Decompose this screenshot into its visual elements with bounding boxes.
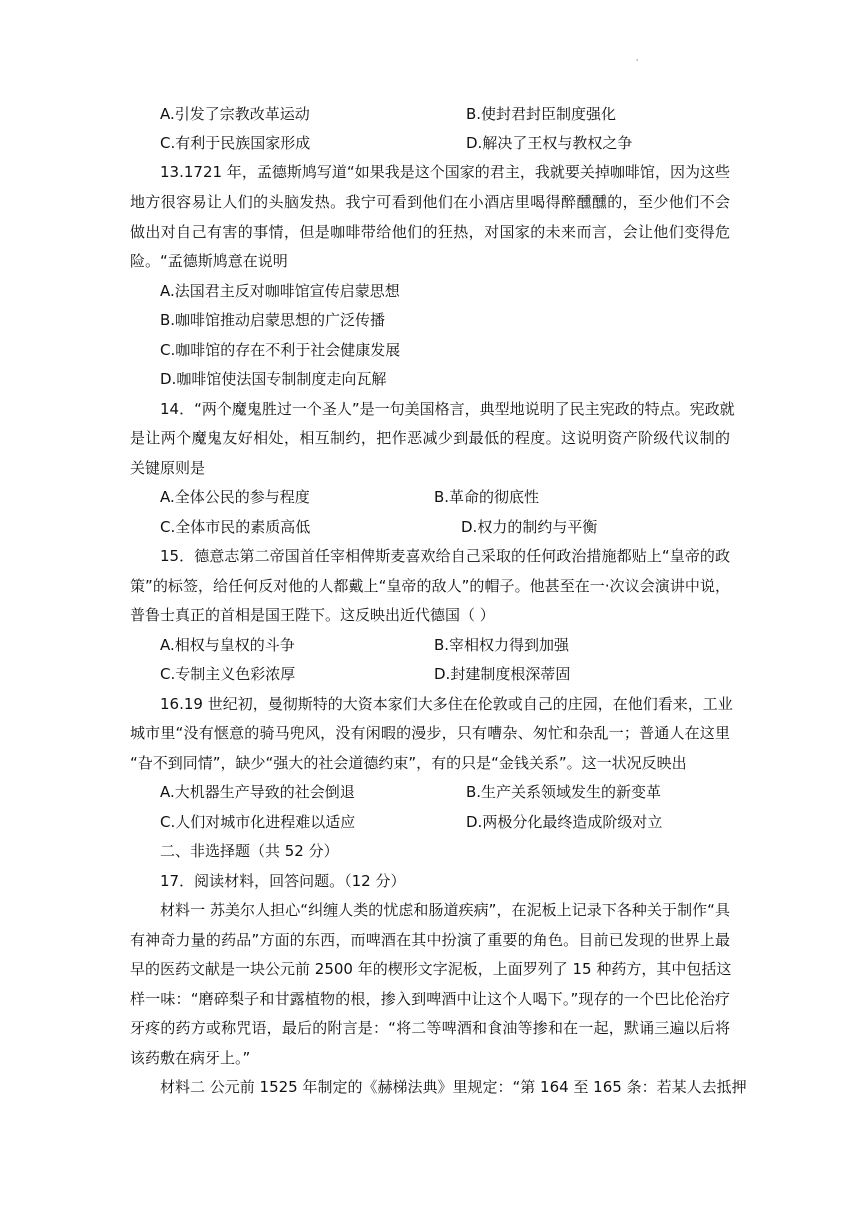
q17-material1-line-5: 牙疼的药方或称咒语，最后的附言是：“将二等啤酒和食油等掺和在一起，默诵三遍以后将 bbox=[130, 1019, 730, 1037]
q16-stem-line-2: 城市里“没有惬意的骑马兜风，没有闲暇的漫步，只有嘈杂、匆忙和杂乱一；普通人在这里 bbox=[130, 724, 730, 742]
q14-option-c: C.全体市民的素质高低 bbox=[160, 518, 311, 536]
q16-stem-line-3: “旮不到同情”，缺少“强大的社会道德约束”，有的只是“金钱关系”。这一状况反映出 bbox=[130, 754, 687, 772]
q12-option-b: B.使封君封臣制度强化 bbox=[466, 105, 617, 123]
q13-option-d: D.咖啡馆使法国专制制度走向瓦解 bbox=[160, 370, 387, 388]
q12-option-a: A.引发了宗教改革运动 bbox=[160, 105, 310, 123]
q13-option-c: C.咖啡馆的存在不利于社会健康发展 bbox=[160, 341, 401, 359]
q13-stem-line-4: 险。“孟德斯鸠意在说明 bbox=[130, 252, 288, 270]
q17-material1-line-2: 有神奇力量的药品”方面的东西，而啤酒在其中扮演了重要的角色。目前已发现的世界上最 bbox=[130, 931, 730, 949]
q15-stem-line-3: 普鲁士真正的首相是国王陛下。这反映出近代德国（ ） bbox=[130, 606, 495, 624]
q14-stem-line-3: 关键原则是 bbox=[130, 459, 206, 477]
q14-option-d: D.权力的制约与平衡 bbox=[461, 518, 598, 536]
q13-option-b: B.咖啡馆推动启蒙思想的广泛传播 bbox=[160, 311, 386, 329]
q16-option-c: C.人们对城市化进程难以适应 bbox=[160, 813, 356, 831]
q13-stem-line-3: 做出对自己有害的事情，但是咖啡带给他们的狂热，对国家的未来而言，会让他们变得危 bbox=[130, 223, 730, 241]
q17-title: 17．阅读材料，回答问题。（12 分） bbox=[160, 872, 406, 890]
q16-option-b: B.生产关系领域发生的新变革 bbox=[466, 783, 662, 801]
q17-material1-line-1: 材料一 苏美尔人担心“纠缠人类的忧虑和肠道疾病”，在泥板上记录下各种关于制作“具 bbox=[160, 901, 730, 919]
q14-option-a: A.全体公民的参与程度 bbox=[160, 488, 310, 506]
q16-option-d: D.两极分化最终造成阶级对立 bbox=[466, 813, 663, 831]
header-mark: ' bbox=[636, 58, 639, 67]
q13-option-a: A.法国君主反对咖啡馆宣传启蒙思想 bbox=[160, 282, 400, 300]
q12-option-d: D.解决了王权与教权之争 bbox=[466, 134, 633, 152]
section-heading: 二、非选择题（共 52 分） bbox=[160, 842, 339, 860]
q12-option-c: C.有利于民族国家形成 bbox=[160, 134, 311, 152]
q13-stem-line-1: 13.1721 年，孟德斯鸠写道“如果我是这个国家的君主，我就要关掉咖啡馆，因为这些 bbox=[160, 163, 730, 181]
q15-option-b: B.宰相权力得到加强 bbox=[434, 636, 570, 654]
q13-stem-line-2: 地方很容易让人们的头脑发热。我宁可看到他们在小酒店里喝得醉醺醺的，至少他们不会 bbox=[130, 193, 730, 211]
q16-option-a: A.大机器生产导致的社会倒退 bbox=[160, 783, 355, 801]
q15-stem-line-1: 15．德意志第二帝国首任宰相俾斯麦喜欢给自己采取的任何政治措施都贴上“皇帝的政 bbox=[160, 547, 730, 565]
q15-option-d: D.封建制度根深蒂固 bbox=[434, 665, 571, 683]
q17-material2-line-1: 材料二 公元前 1525 年制定的《赫梯法典》里规定：“第 164 至 165 条：若某人去抵押 bbox=[160, 1078, 747, 1096]
q17-material1-line-3: 早的医药文献是一块公元前 2500 年的楔形文字泥板，上面罗列了 15 种药方，其中包括这 bbox=[130, 960, 732, 978]
q16-stem-line-1: 16.19 世纪初，曼彻斯特的大资本家们大多住在伦敦或自己的庄园，在他们看来，工业 bbox=[160, 695, 733, 713]
q15-option-c: C.专制主义色彩浓厚 bbox=[160, 665, 296, 683]
q15-stem-line-2: 策”的标签，给任何反对他的人都戴上“皇帝的敌人”的帽子。他甚至在一·次议会演讲中说， bbox=[130, 577, 730, 595]
q17-material1-line-4: 样一味：“磨碎梨子和甘露植物的根，掺入到啤酒中让这个人喝下。”现存的一个巴比伦治疗 bbox=[130, 990, 730, 1008]
q14-stem-line-2: 是让两个魔鬼友好相处，相互制约，把作恶减少到最低的程度。这说明资产阶级代议制的 bbox=[130, 429, 730, 447]
q17-material1-line-6: 该药敷在病牙上。” bbox=[130, 1049, 251, 1067]
q14-option-b: B.革命的彻底性 bbox=[434, 488, 540, 506]
q14-stem-line-1: 14．“两个魔鬼胜过一个圣人”是一句美国格言，典型地说明了民主宪政的特点。宪政就 bbox=[160, 400, 735, 418]
q15-option-a: A.相权与皇权的斗争 bbox=[160, 636, 295, 654]
